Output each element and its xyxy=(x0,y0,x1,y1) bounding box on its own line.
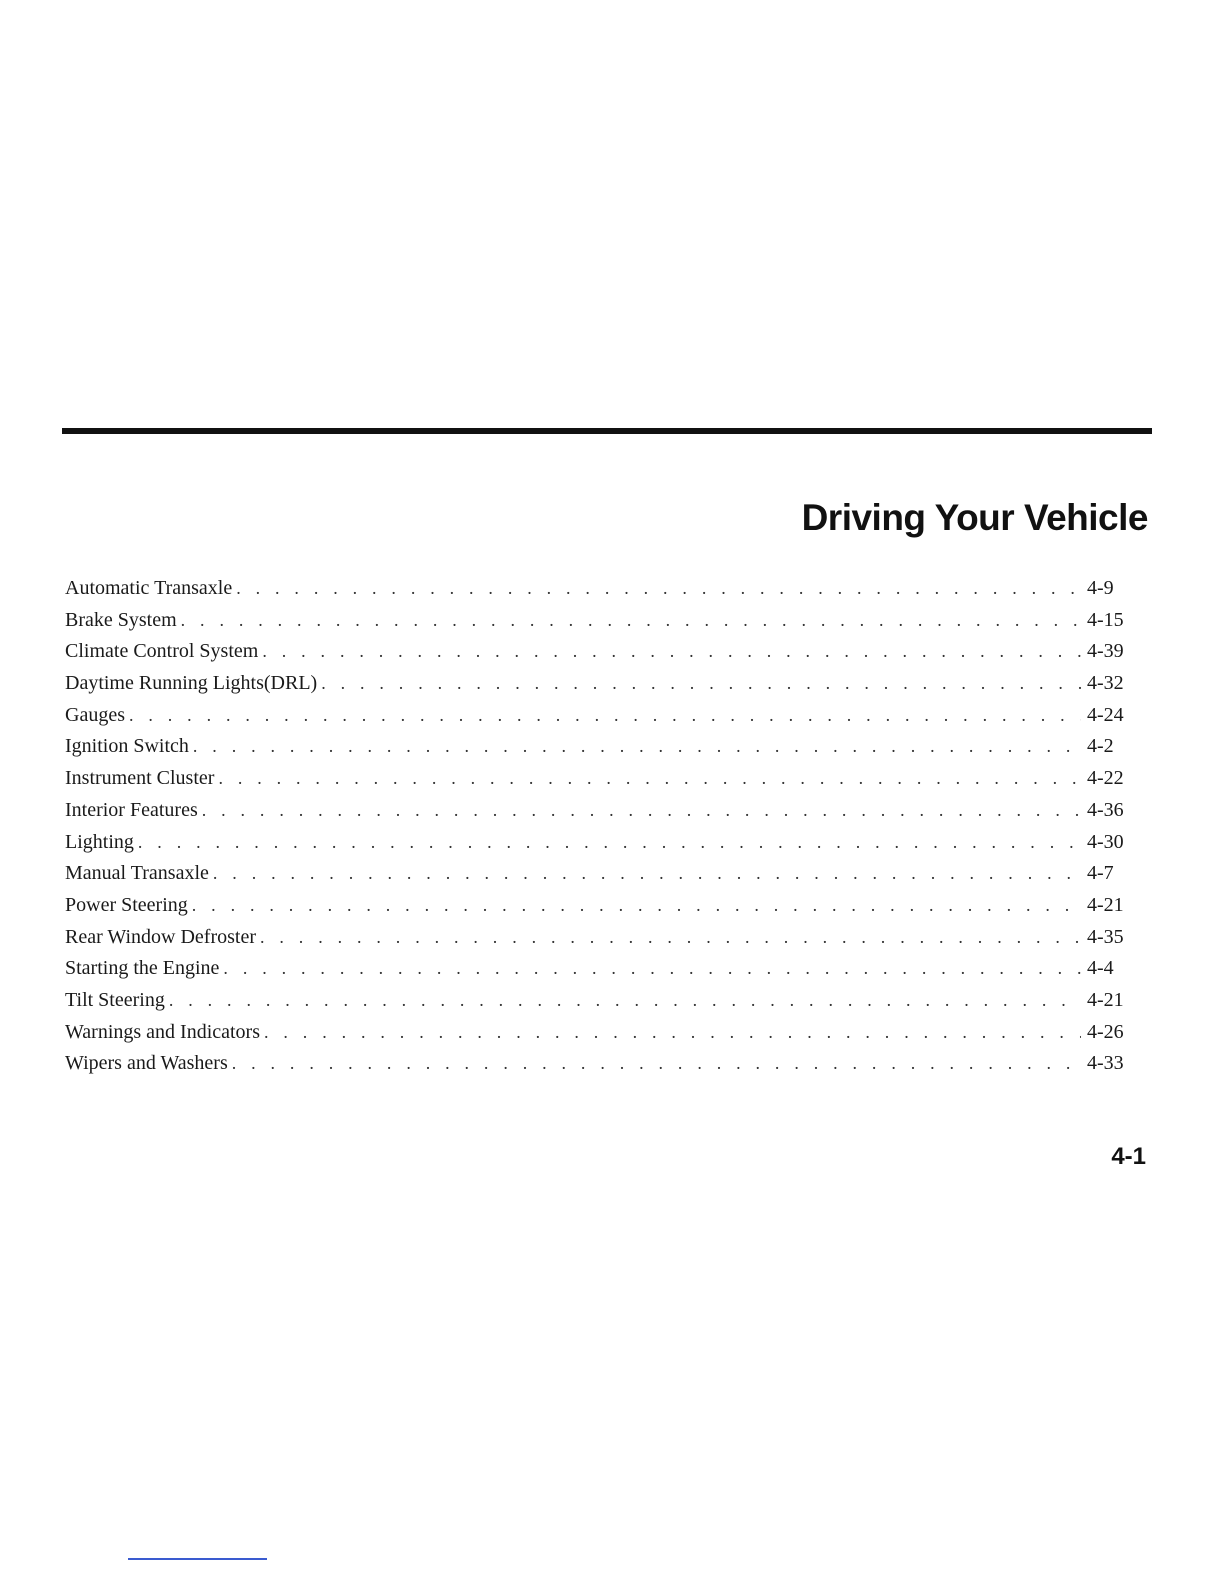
toc-dot-leader xyxy=(264,1017,1081,1049)
toc-entry-instrument-cluster[interactable] xyxy=(65,763,1137,795)
toc-entry-label: Automatic Transaxle xyxy=(65,577,233,599)
footer-divider xyxy=(128,1558,267,1560)
toc-entry-page: 4-39 xyxy=(1087,640,1124,663)
toc-entry-brake-system[interactable] xyxy=(65,605,1137,637)
toc-dot-leader xyxy=(213,858,1081,890)
toc-entry-page: 4-26 xyxy=(1087,1020,1124,1043)
toc-entry-page: 4-22 xyxy=(1087,767,1124,790)
section-rule xyxy=(62,428,1152,434)
toc-entry-page: 4-32 xyxy=(1087,672,1124,695)
toc-entry-page: 4-30 xyxy=(1087,830,1124,853)
toc-entry-starting-the-engine[interactable] xyxy=(65,953,1137,985)
toc-dot-leader xyxy=(321,668,1081,700)
toc-entry-label: Warnings and Indicators xyxy=(65,1020,260,1043)
toc-entry-page: 4-2 xyxy=(1087,735,1114,758)
toc-entry-label: Lighting xyxy=(65,830,134,853)
toc-entry-tilt-steering[interactable] xyxy=(65,985,1137,1017)
toc-entry-label: Manual Transaxle xyxy=(65,862,209,885)
toc-entry-automatic-transaxle[interactable] xyxy=(65,573,1137,605)
toc-dot-leader xyxy=(223,953,1081,985)
toc-dot-leader xyxy=(169,985,1081,1017)
toc-dot-leader xyxy=(202,795,1081,827)
toc-entry-page: 4-7 xyxy=(1087,862,1114,885)
toc-entry-label: Instrument Cluster xyxy=(65,767,215,790)
toc-entry-page: 4-9 xyxy=(1087,577,1114,599)
table-of-contents xyxy=(65,573,1137,1080)
toc-dot-leader xyxy=(192,890,1081,922)
toc-entry-ignition-switch[interactable] xyxy=(65,731,1137,763)
toc-dot-leader xyxy=(129,700,1081,732)
toc-entry-page: 4-33 xyxy=(1087,1052,1124,1075)
toc-entry-gauges[interactable] xyxy=(65,700,1137,732)
toc-entry-page: 4-36 xyxy=(1087,798,1124,821)
toc-entry-label: Gauges xyxy=(65,703,125,726)
toc-dot-leader xyxy=(260,922,1081,954)
toc-entry-page: 4-24 xyxy=(1087,703,1124,726)
toc-entry-label: Ignition Switch xyxy=(65,735,189,758)
toc-entry-label: Brake System xyxy=(65,608,177,631)
toc-entry-wipers-and-washers[interactable] xyxy=(65,1048,1137,1080)
toc-entry-daytime-running-lights[interactable] xyxy=(65,668,1137,700)
toc-dot-leader xyxy=(193,731,1081,763)
toc-entry-climate-control-system[interactable] xyxy=(65,636,1137,668)
toc-entry-label: Starting the Engine xyxy=(65,957,220,980)
toc-entry-label: Rear Window Defroster xyxy=(65,925,256,948)
toc-entry-page: 4-21 xyxy=(1087,893,1124,916)
toc-dot-leader xyxy=(218,763,1081,795)
toc-entry-interior-features[interactable] xyxy=(65,795,1137,827)
toc-entry-warnings-and-indicators[interactable] xyxy=(65,1017,1137,1049)
toc-entry-rear-window-defroster[interactable] xyxy=(65,922,1137,954)
page-number: 4-1 xyxy=(1111,1143,1146,1170)
toc-entry-label: Wipers and Washers xyxy=(65,1052,228,1075)
toc-entry-power-steering[interactable] xyxy=(65,890,1137,922)
toc-dot-leader xyxy=(232,1048,1081,1080)
section-title: Driving Your Vehicle xyxy=(801,497,1148,538)
toc-entry-page: 4-35 xyxy=(1087,925,1124,948)
toc-entry-label: Tilt Steering xyxy=(65,988,165,1011)
toc-dot-leader xyxy=(181,605,1081,637)
toc-dot-leader xyxy=(236,573,1081,605)
toc-entry-page: 4-15 xyxy=(1087,608,1124,631)
toc-entry-label: Interior Features xyxy=(65,798,198,821)
toc-entry-label: Daytime Running Lights(DRL) xyxy=(65,672,318,695)
toc-entry-label: Climate Control System xyxy=(65,640,259,663)
toc-dot-leader xyxy=(138,827,1081,859)
toc-dot-leader xyxy=(262,636,1081,668)
toc-entry-page: 4-4 xyxy=(1087,957,1114,980)
toc-entry-label: Power Steering xyxy=(65,893,188,916)
toc-entry-page: 4-21 xyxy=(1087,988,1124,1011)
toc-entry-lighting[interactable] xyxy=(65,827,1137,859)
toc-entry-manual-transaxle[interactable] xyxy=(65,858,1137,890)
